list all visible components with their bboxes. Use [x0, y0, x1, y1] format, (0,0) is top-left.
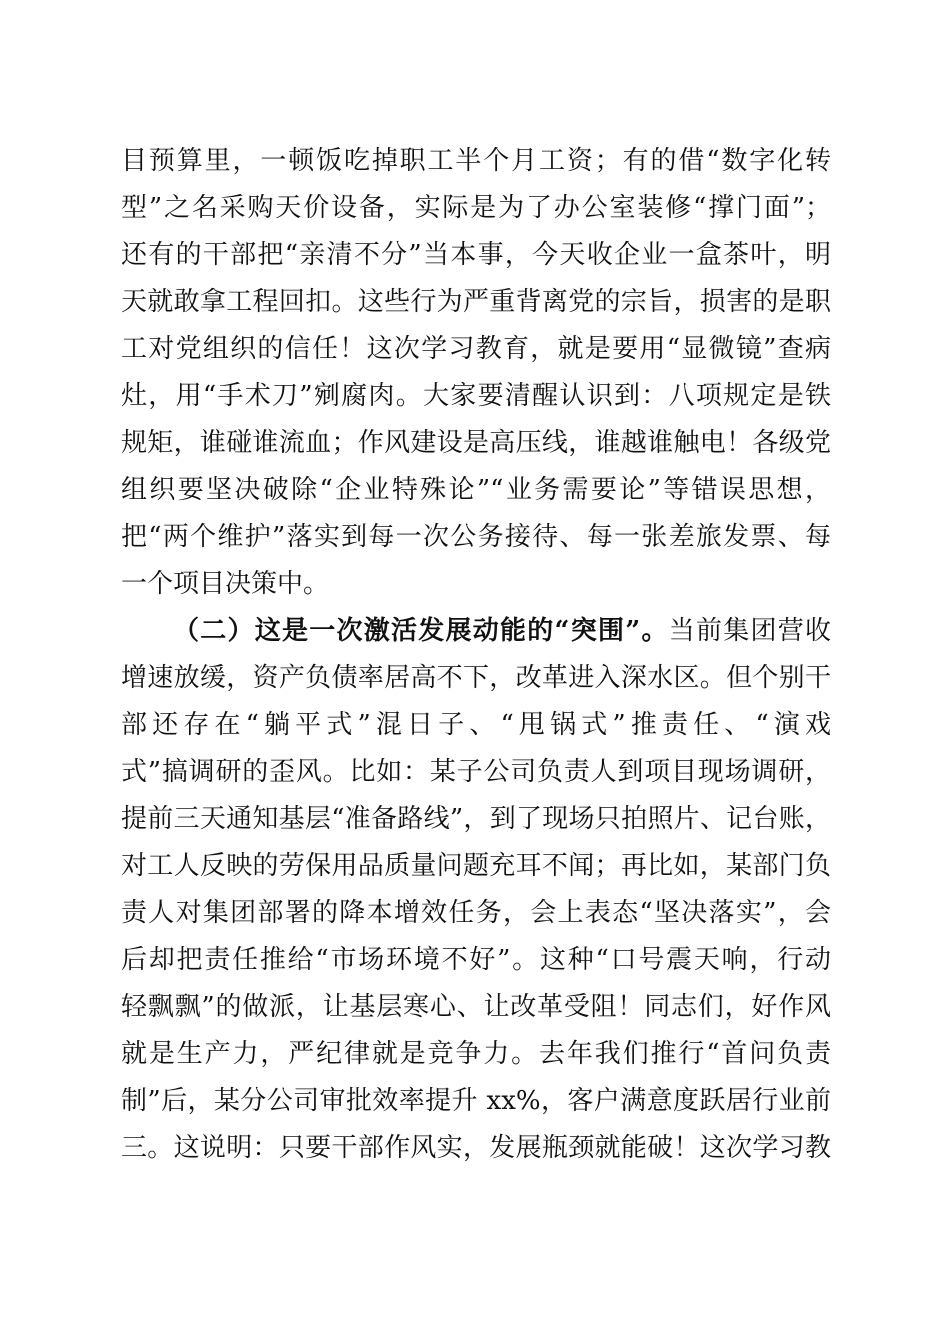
body-text-line: 部还存在“躺平式”混日子、“甩锅式”推责任、“演戏: [121, 710, 831, 740]
section-heading-rest: 当前集团营收: [668, 616, 831, 646]
body-text-line: 提前三天通知基层“准备路线”，到了现场只拍照片、记台账，: [121, 804, 831, 834]
section-heading: （二）这是一次激活发展动能的“突围”。: [173, 616, 669, 646]
body-text-line: 后却把责任推给“市场环境不好”。这种“口号震天响，行动: [121, 945, 831, 975]
body-text-line: 组织要坚决破除“企业特殊论”“业务需要论”等错误思想，: [121, 475, 831, 505]
body-text-line: 增速放缓，资产负债率居高不下，改革进入深水区。但个别干: [121, 663, 831, 693]
body-text-line: 制”后，某分公司审批效率提升 xx%，客户满意度跃居行业前: [121, 1086, 831, 1116]
body-text-line: 轻飘飘”的做派，让基层寒心、让改革受阻！同志们，好作风: [121, 992, 831, 1022]
body-text-line: 型”之名采购天价设备，实际是为了办公室装修“撑门面”；: [121, 193, 831, 223]
body-text-line: 三。这说明：只要干部作风实，发展瓶颈就能破！这次学习教: [121, 1133, 831, 1163]
body-text-line: 目预算里，一顿饭吃掉职工半个月工资；有的借“数字化转: [121, 146, 831, 176]
body-text-line: 灶，用“手术刀”剜腐肉。大家要清醒认识到：八项规定是铁: [121, 381, 831, 411]
body-text-line: 天就敢拿工程回扣。这些行为严重背离党的宗旨，损害的是职: [121, 287, 831, 317]
body-text-line: 把“两个维护”落实到每一次公务接待、每一张差旅发票、每: [121, 522, 831, 552]
body-text-line: 责人对集团部署的降本增效任务，会上表态“坚决落实”，会: [121, 898, 831, 928]
body-text-line: 对工人反映的劳保用品质量问题充耳不闻；再比如，某部门负: [121, 851, 831, 881]
body-text-line: 还有的干部把“亲清不分”当本事，今天收企业一盒茶叶，明: [121, 240, 831, 270]
section-heading-line: [173, 616, 831, 646]
body-text-line: 式”搞调研的歪风。比如：某子公司负责人到项目现场调研，: [121, 757, 831, 787]
body-text-line: 一个项目决策中。: [121, 569, 330, 599]
body-text-line: 就是生产力，严纪律就是竞争力。去年我们推行“首问负责: [121, 1039, 831, 1069]
body-text-line: 工对党组织的信任！这次学习教育，就是要用“显微镜”查病: [121, 334, 831, 364]
body-text-line: 规矩，谁碰谁流血；作风建设是高压线，谁越谁触电！各级党: [121, 428, 831, 458]
